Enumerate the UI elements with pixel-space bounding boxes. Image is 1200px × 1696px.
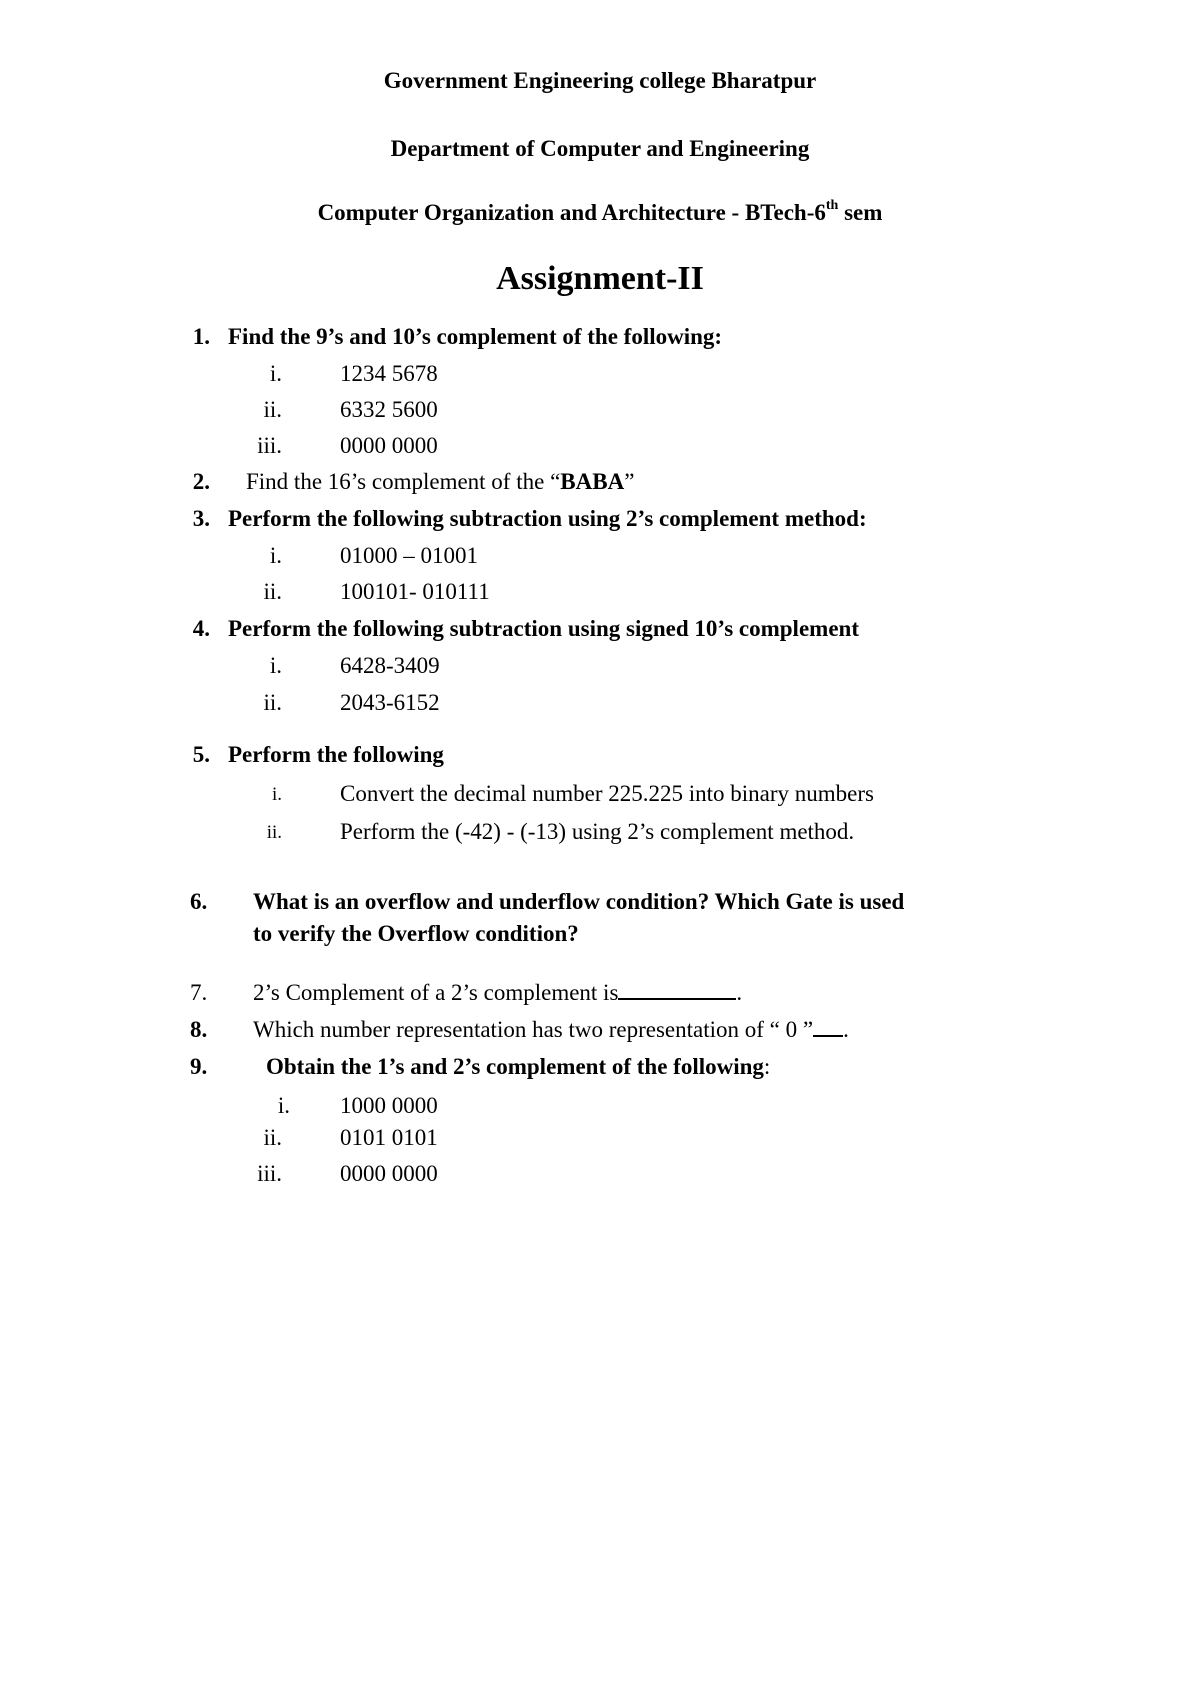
answer-blank bbox=[813, 1017, 843, 1037]
item-label: i. bbox=[269, 543, 282, 568]
question-text: Perform the following subtraction using 2’s complement method: bbox=[228, 506, 867, 531]
q8-end: . bbox=[843, 1017, 849, 1042]
question-number: 2. bbox=[192, 469, 210, 494]
item-value: 0101 0101 bbox=[340, 1125, 438, 1150]
item-value: 100101- 010111 bbox=[340, 579, 490, 604]
question-number: 5. bbox=[192, 742, 210, 767]
question-text-line-2: to verify the Overflow condition? bbox=[253, 921, 579, 946]
item-value: 6428-3409 bbox=[340, 653, 440, 678]
item-label: i. bbox=[269, 653, 282, 678]
item-label: i. bbox=[271, 784, 282, 805]
item-label: i. bbox=[269, 361, 282, 386]
course-sup: th bbox=[825, 198, 839, 214]
question-text bbox=[253, 980, 742, 1006]
item-value: 2043-6152 bbox=[340, 690, 440, 715]
question-text bbox=[246, 469, 634, 495]
item-value: 01000 – 01001 bbox=[340, 543, 478, 568]
q8-text: Which number representation has two representation of “ 0 ” bbox=[253, 1017, 814, 1042]
q7-text: 2’s Complement of a 2’s complement is bbox=[253, 980, 619, 1005]
q2-text-bold: BABA bbox=[560, 469, 625, 494]
item-label: ii. bbox=[266, 822, 282, 843]
question-number: 3. bbox=[192, 506, 210, 531]
q2-text-suffix: ” bbox=[624, 469, 635, 494]
item-value: Perform the (-42) - (-13) using 2’s complement method. bbox=[340, 819, 855, 844]
question-number: 1. bbox=[192, 324, 210, 349]
course-suffix: sem bbox=[838, 200, 883, 225]
item-value: Convert the decimal number 225.225 into binary numbers bbox=[340, 781, 874, 806]
question-text: Find the 9’s and 10’s complement of the following: bbox=[228, 324, 723, 349]
question-text bbox=[266, 1054, 770, 1080]
course-line bbox=[0, 200, 1200, 226]
question-number: 8. bbox=[190, 1017, 208, 1042]
item-value: 0000 0000 bbox=[340, 1161, 438, 1186]
item-value: 6332 5600 bbox=[340, 397, 438, 422]
q9-text: Obtain the 1’s and 2’s complement of the following bbox=[266, 1054, 764, 1079]
item-label: ii. bbox=[263, 1125, 282, 1150]
item-label: ii. bbox=[263, 579, 282, 604]
item-label: iii. bbox=[257, 1161, 282, 1186]
question-text: Perform the following bbox=[228, 742, 444, 767]
item-label: i. bbox=[277, 1093, 290, 1118]
answer-blank bbox=[618, 980, 736, 1000]
item-label: ii. bbox=[263, 690, 282, 715]
college-name: Government Engineering college Bharatpur bbox=[383, 68, 817, 93]
q9-colon: : bbox=[763, 1054, 771, 1079]
question-number: 4. bbox=[192, 616, 210, 641]
item-value: 0000 0000 bbox=[340, 433, 438, 458]
question-text bbox=[253, 1017, 849, 1043]
q2-text-prefix: Find the 16’s complement of the “ bbox=[246, 469, 561, 494]
course-prefix: Computer Organization and Architecture - BTech-6 bbox=[317, 200, 826, 225]
assignment-title: Assignment-II bbox=[496, 260, 704, 297]
question-number: 7. bbox=[190, 980, 208, 1005]
item-value: 1234 5678 bbox=[340, 361, 438, 386]
question-number: 6. bbox=[190, 889, 208, 914]
question-text-line-1: What is an overflow and underflow condition? Which Gate is used bbox=[253, 889, 905, 914]
question-number: 9. bbox=[190, 1054, 208, 1079]
item-label: ii. bbox=[263, 397, 282, 422]
item-value: 1000 0000 bbox=[340, 1093, 438, 1118]
q7-end: . bbox=[736, 980, 743, 1005]
department-name: Department of Computer and Engineering bbox=[390, 136, 810, 161]
item-label: iii. bbox=[257, 433, 282, 458]
question-text: Perform the following subtraction using signed 10’s complement bbox=[228, 616, 859, 641]
